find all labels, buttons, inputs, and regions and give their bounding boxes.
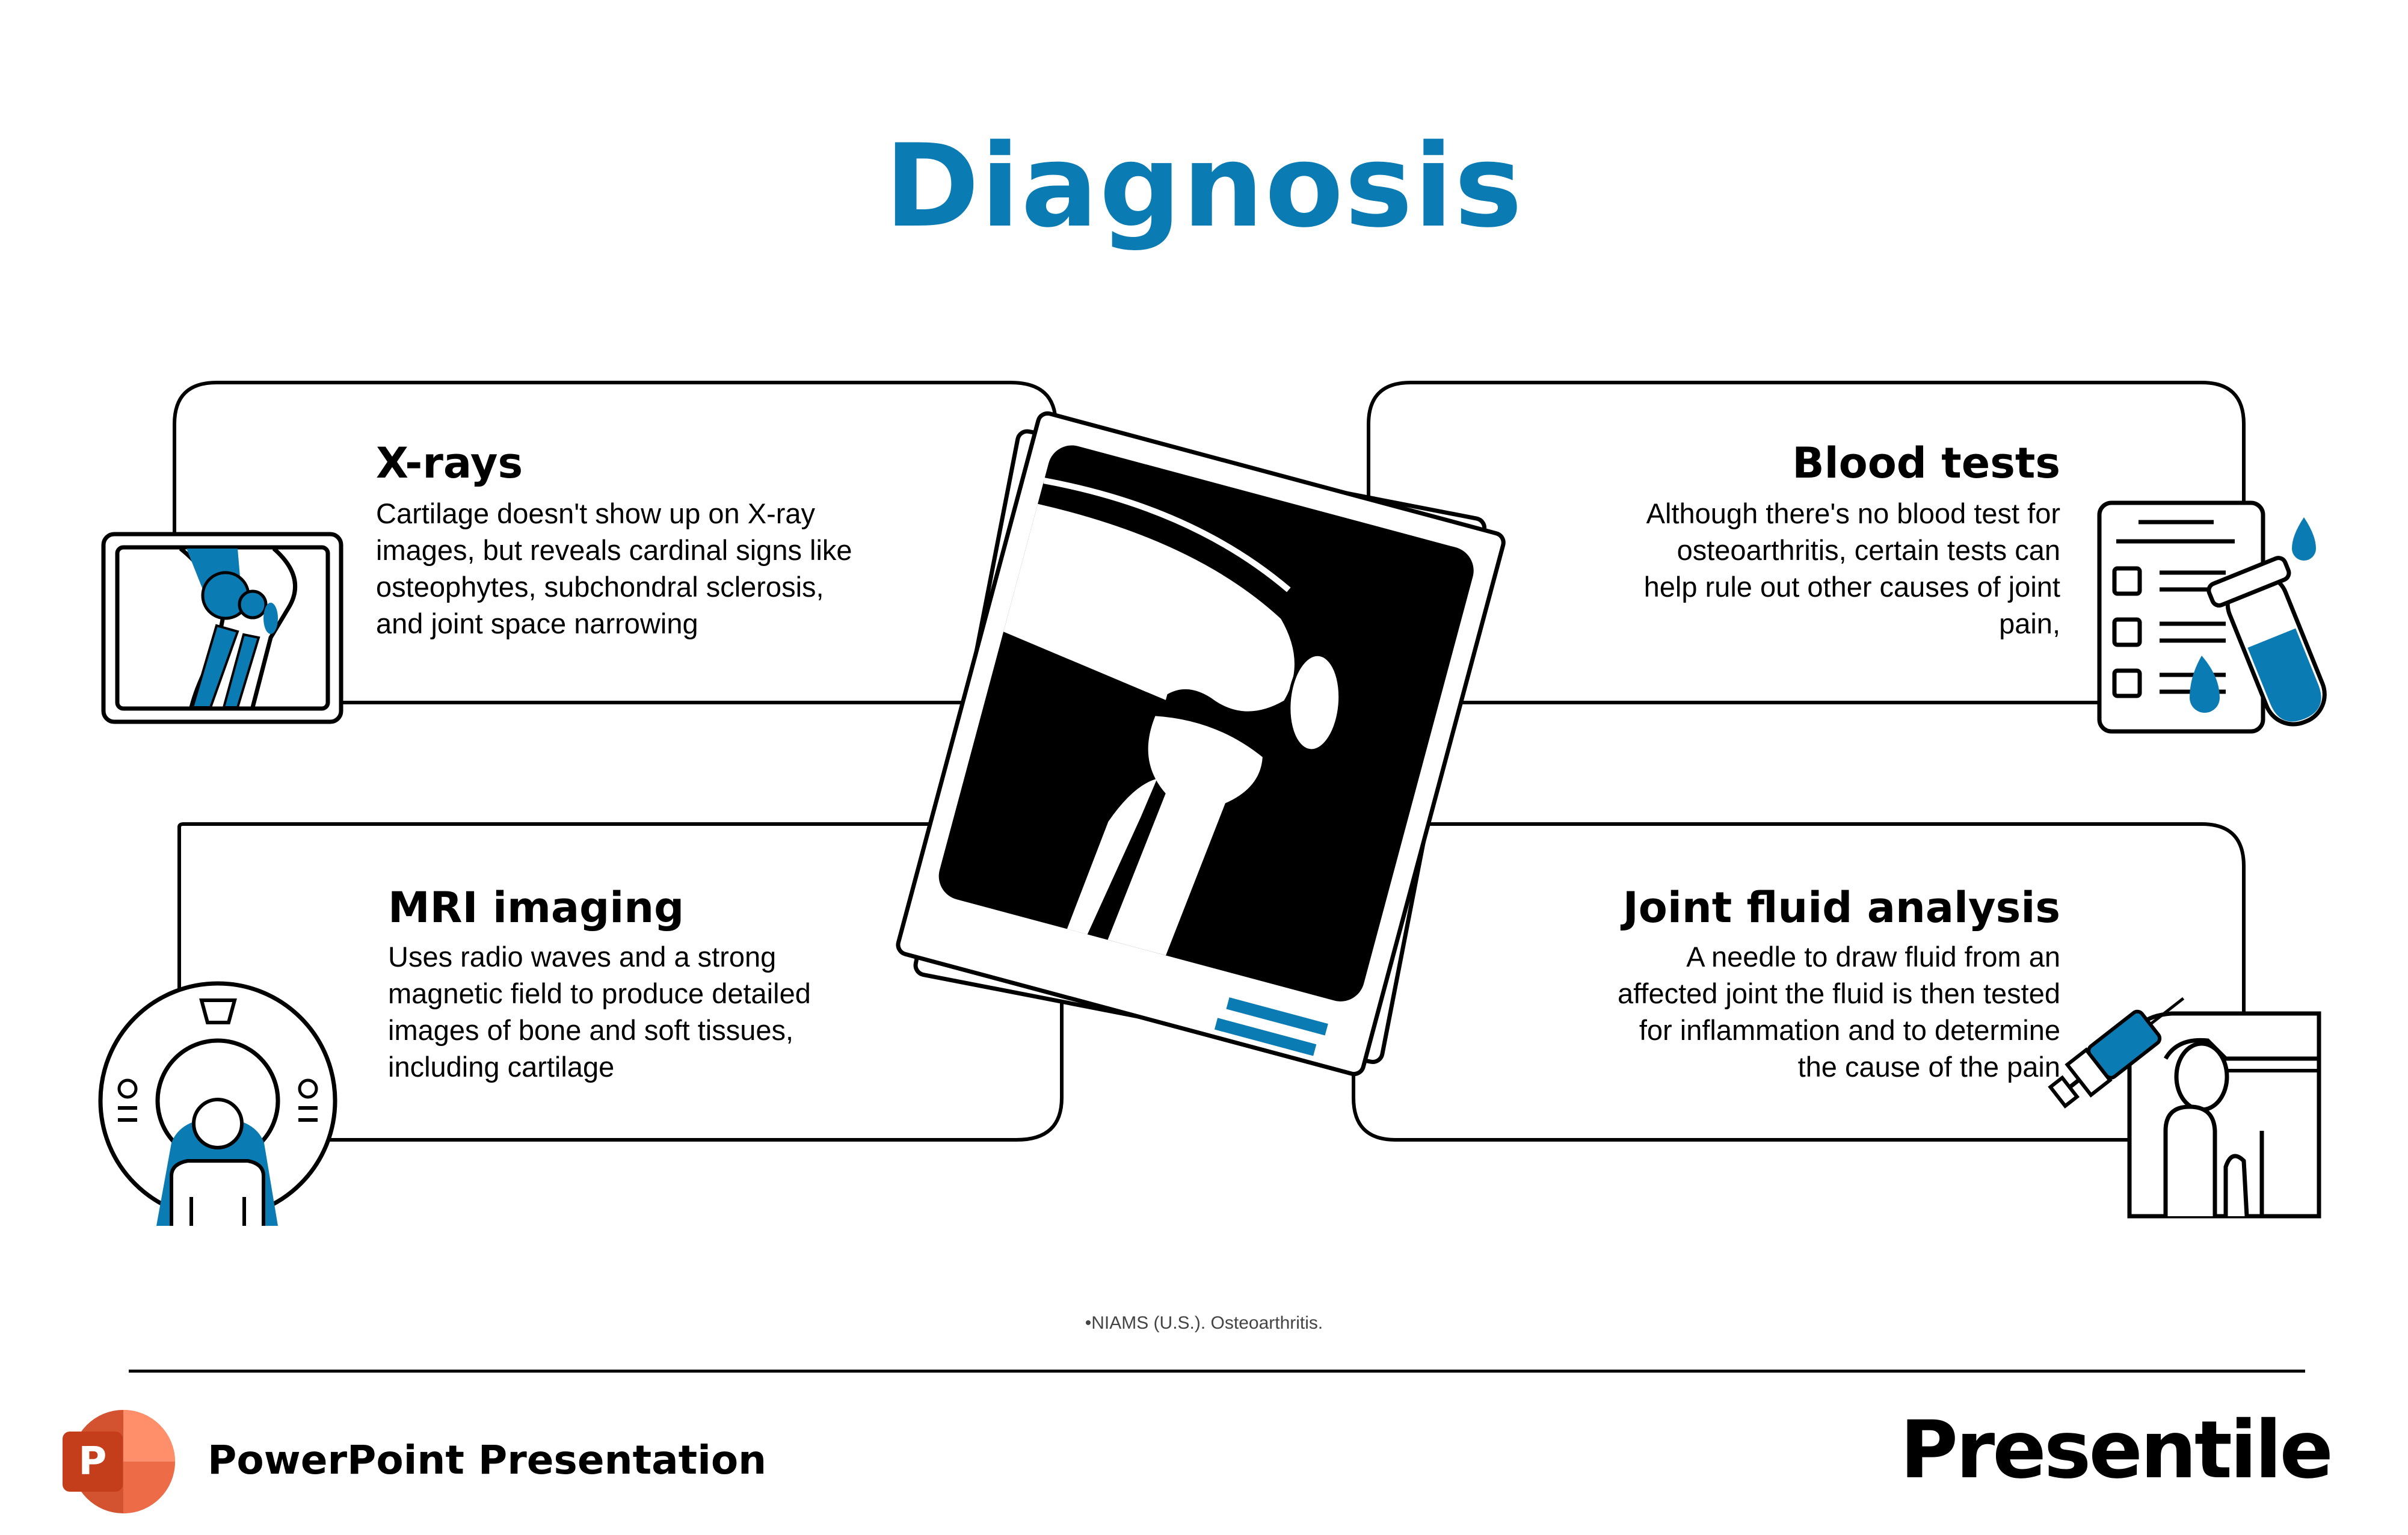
card-heading-xrays: X-rays bbox=[376, 438, 523, 488]
card-body-joint-fluid: A needle to draw fluid from an affected joint the fluid is then tested for inflammation and to determine the cause of the pain bbox=[1618, 941, 2060, 1083]
brand-logo: Presentile bbox=[1900, 1404, 2331, 1497]
card-body-blood-tests: Although there's no blood test for osteoarthritis, certain tests can help rule out other causes of joint pain, bbox=[1643, 497, 2060, 639]
footnote: •NIAMS (U.S.). Osteoarthritis. bbox=[1085, 1313, 1323, 1333]
app-label: PowerPoint Presentation bbox=[208, 1437, 767, 1483]
card-body-mri: Uses radio waves and a strong magnetic field to produce detailed images of bone and soft tissues, including cartilage bbox=[388, 941, 811, 1083]
card-heading-blood-tests: Blood tests bbox=[1792, 438, 2060, 488]
card-heading-joint-fluid: Joint fluid analysis bbox=[1622, 883, 2060, 932]
page-title: Diagnosis bbox=[884, 120, 1524, 253]
card-body-xrays: Cartilage doesn't show up on X-ray images, but reveals cardinal signs like osteophytes, subchondral sclerosis, and joint space narrowing bbox=[376, 497, 852, 639]
powerpoint-logo-letter: P bbox=[78, 1439, 107, 1484]
card-heading-mri: MRI imaging bbox=[388, 883, 685, 932]
